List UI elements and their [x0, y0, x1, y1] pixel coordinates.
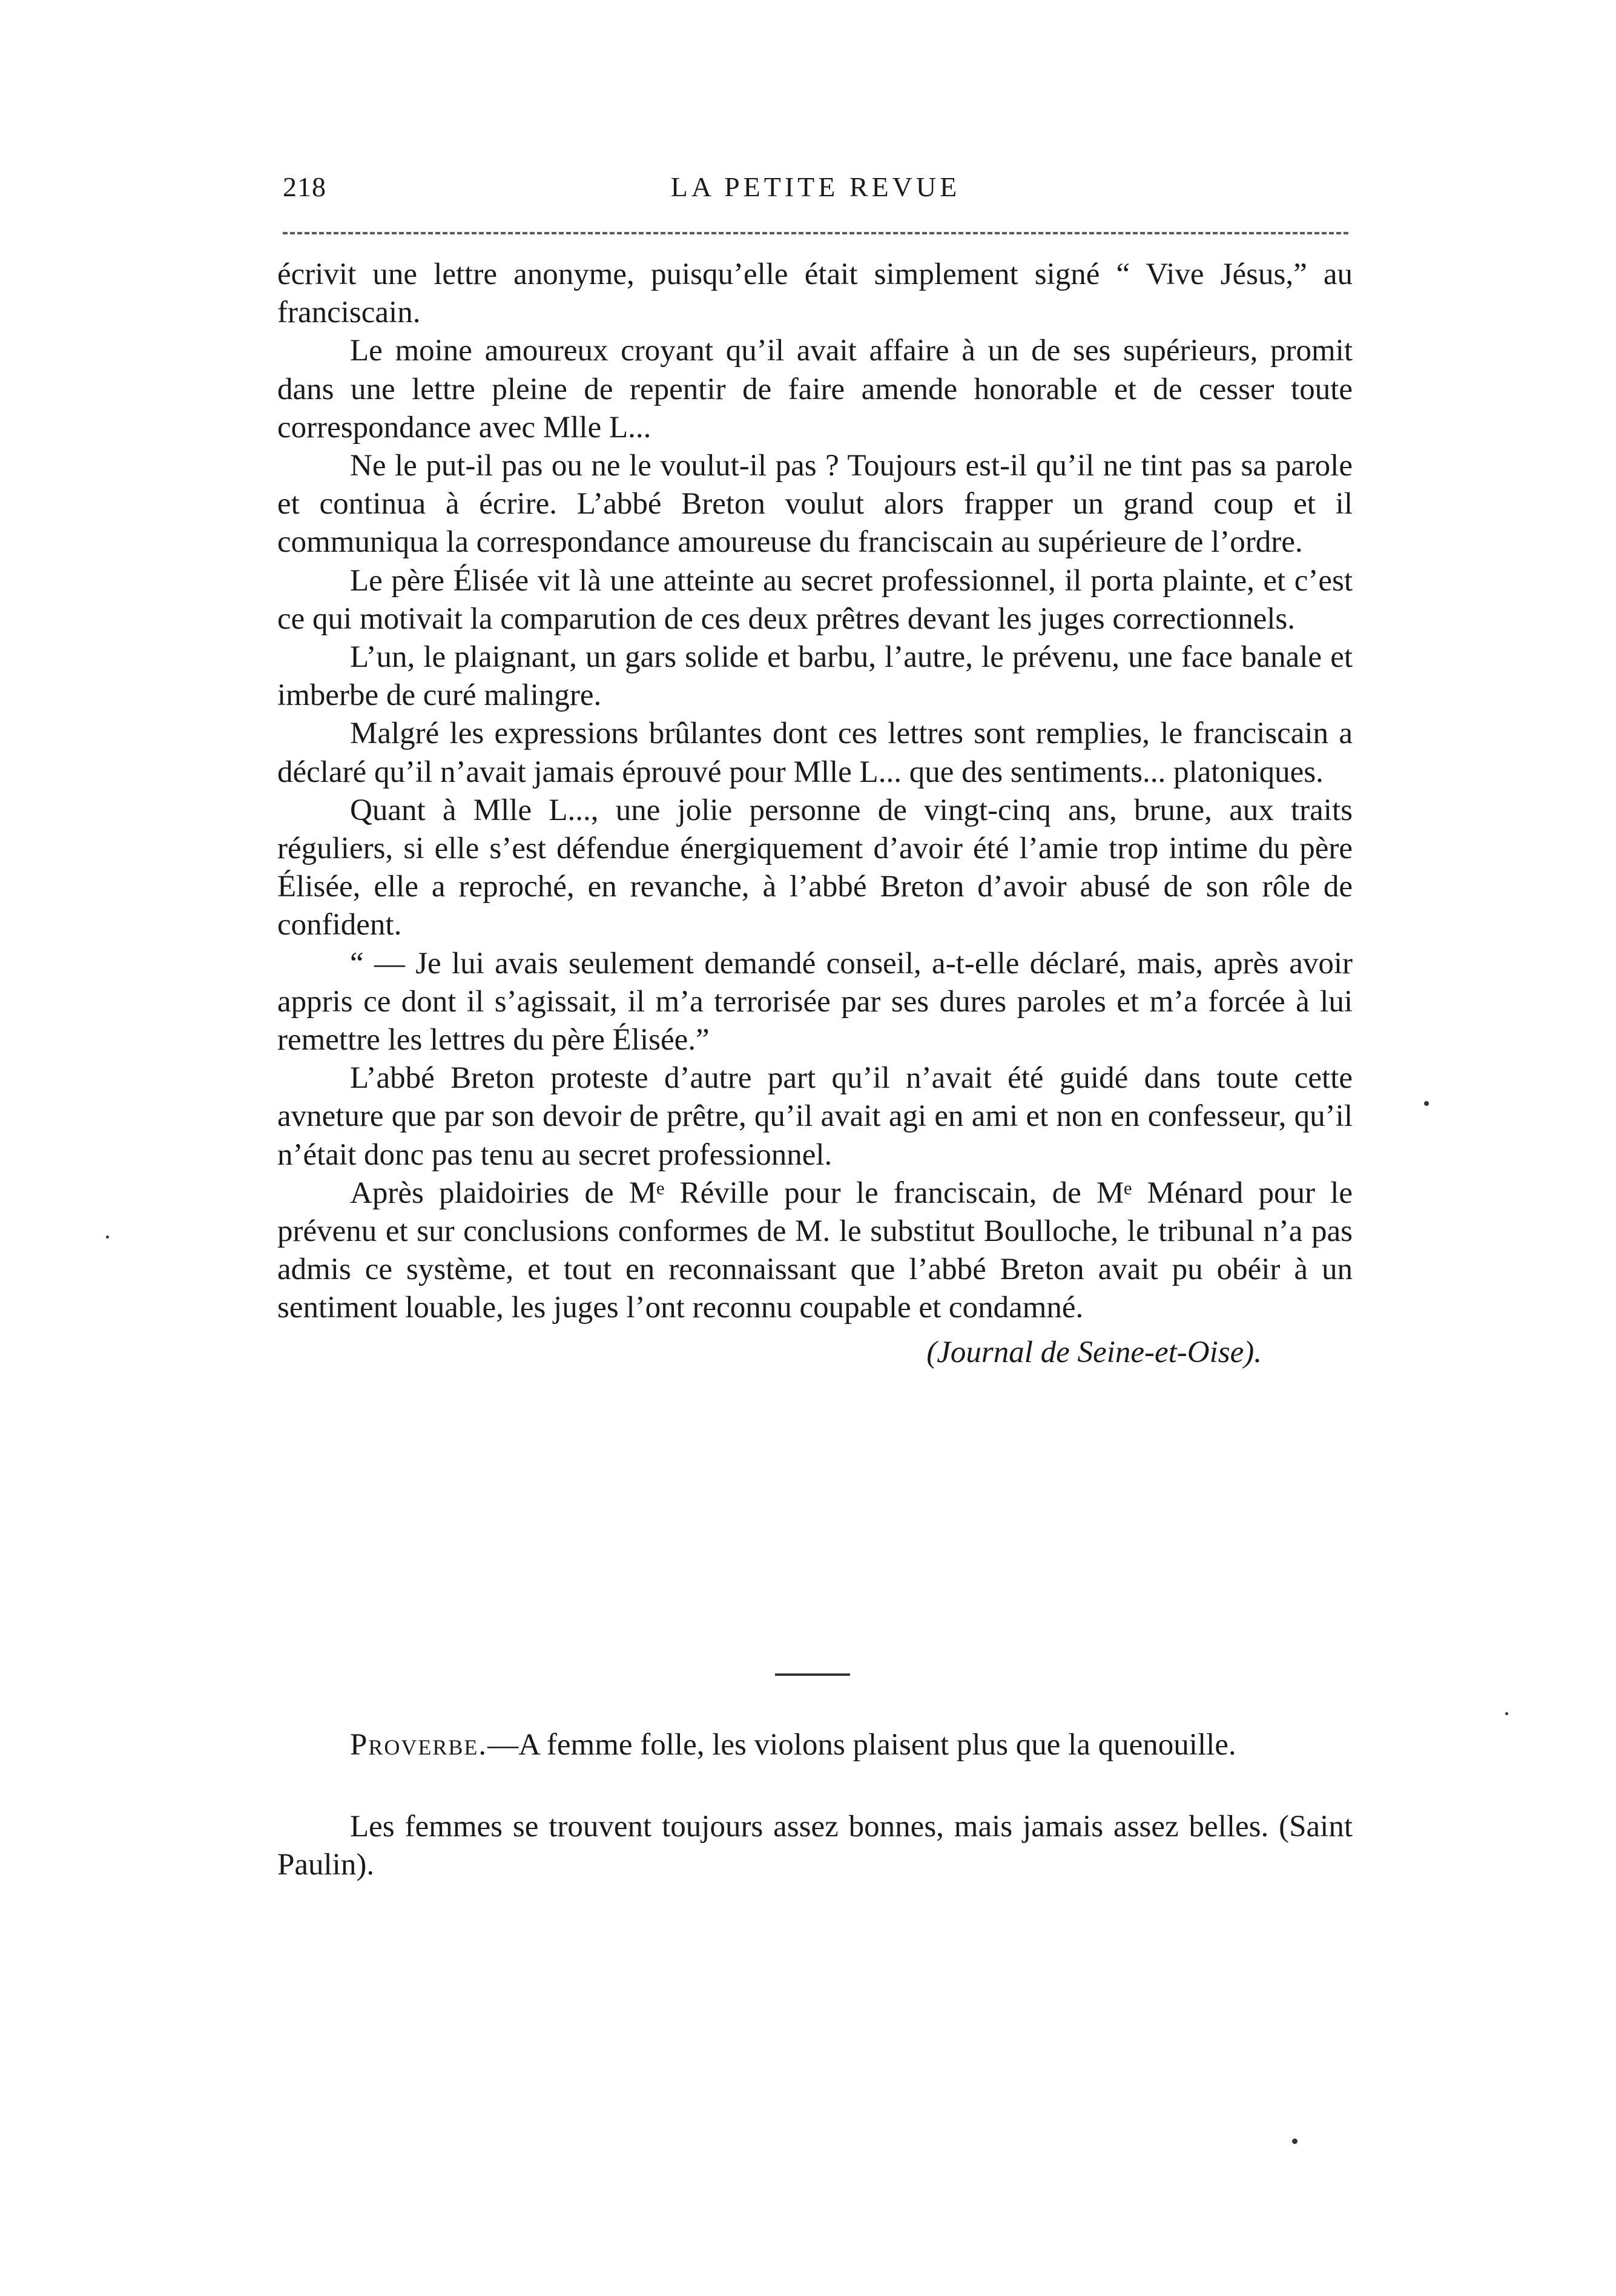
- running-title: LA PETITE REVUE: [670, 171, 961, 202]
- paragraph: Malgré les expressions brûlantes dont ces lettres sont remplies, le franciscain a déclaré qu’il n’avait jamais éprouvé pour Mlle L... que des sentiments... platoniques.: [277, 716, 1353, 789]
- paragraph: Après plaidoiries de Mᵉ Réville pour le franciscain, de Mᵉ Ménard pour le prévenu et sur conclusions conformes de M. le substitut Boulloche, le tribunal n’a pas admis ce système, et tout en reconnaissant que l’abbé Breton avait pu obéir à un sentiment louable, les juges l’ont reconnu coupable et condamné.: [277, 1176, 1353, 1325]
- quote-text: Les femmes se trouvent toujours assez bonnes, mais jamais assez belles.: [350, 1810, 1269, 1844]
- paragraph: “ — Je lui avais seulement demandé conseil, a-t-elle déclaré, mais, après avoir appris ce dont il s’agissait, il m’a terrorisée par ses dures paroles et m’a forcée à lui remettre les lettres du père Élisée.”: [277, 946, 1353, 1057]
- paragraph: écrivit une lettre anonyme, puisqu’elle était simplement signé “ Vive Jésus,” au franciscain.: [277, 257, 1353, 330]
- paragraph: Le moine amoureux croyant qu’il avait affaire à un de ses supérieurs, promit dans une lettre pleine de repentir de faire amende honorable et de cesser toute correspondance avec Mlle L...: [277, 334, 1353, 445]
- quote-paragraph: [277, 1808, 1353, 1884]
- print-speck: [1505, 1712, 1508, 1715]
- print-speck: [106, 1236, 109, 1239]
- paragraph: L’un, le plaignant, un gars solide et barbu, l’autre, le prévenu, une face banale et imberbe de curé malingre.: [277, 640, 1353, 713]
- source-citation: (Journal de Seine-et-Oise).: [926, 1335, 1262, 1369]
- paragraph: Le père Élisée vit là une atteinte au secret professionnel, il porta plainte, et c’est ce qui motivait la comparution de ces deux prêtres devant les juges correctionnels.: [277, 563, 1353, 636]
- proverb-text: —A femme folle, les violons plaisent plus que la quenouille.: [487, 1728, 1236, 1762]
- page-number: 218: [283, 171, 326, 202]
- header-rule: [283, 232, 1348, 234]
- print-speck: [1292, 2139, 1298, 2144]
- paragraph: L’abbé Breton proteste d’autre part qu’il n’avait été guidé dans toute cette avneture que par son devoir de prêtre, qu’il avait agi en ami et non en confesseur, qu’il n’était donc pas tenu au secret professionnel.: [277, 1061, 1353, 1172]
- quote-attribution: (Saint Paulin).: [277, 1810, 1353, 1882]
- section-divider: [775, 1673, 850, 1676]
- article-body: [277, 256, 1353, 1372]
- paragraph: Ne le put-il pas ou ne le voulut-il pas ? Toujours est-il qu’il ne tint pas sa parole et continua à écrire. L’abbé Breton voulut alors frapper un grand coup et il communiqua la correspondance amoureuse du franciscain au supérieure de l’ordre.: [277, 449, 1353, 560]
- proverb-paragraph: [277, 1726, 1353, 1764]
- proverbs-section: [277, 1726, 1353, 1928]
- proverb-label: Proverbe.: [350, 1728, 488, 1762]
- print-speck: [1424, 1101, 1429, 1106]
- page-header: [283, 171, 1348, 219]
- paragraph: Quant à Mlle L..., une jolie personne de vingt-cinq ans, brune, aux traits réguliers, si elle s’est défendue énergiquement d’avoir été l’amie trop intime du père Élisée, elle a reproché, en revanche, à l’abbé Breton d’avoir abusé de son rôle de confident.: [277, 793, 1353, 942]
